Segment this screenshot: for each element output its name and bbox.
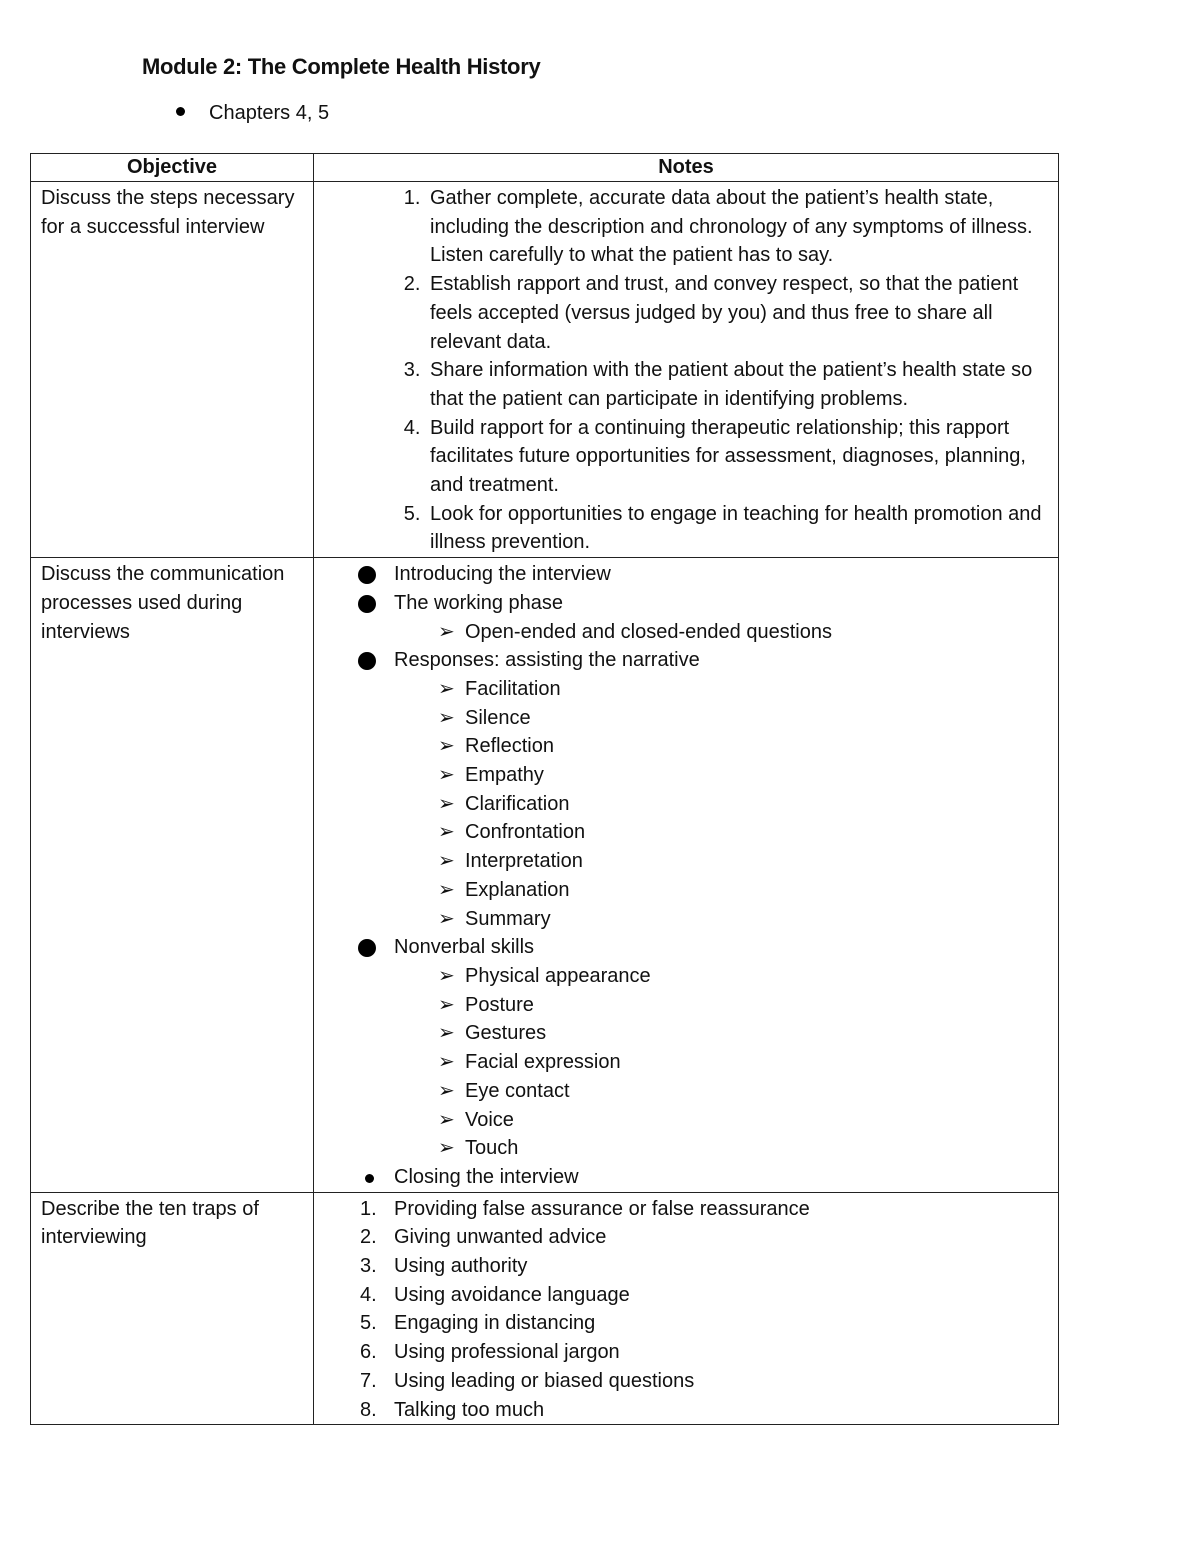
sub-item: ➢ Confrontation	[394, 818, 1050, 847]
notes-cell	[314, 558, 1059, 1192]
list-item: 2. Giving unwanted advice	[360, 1226, 607, 1249]
sub-item: ➢ Open-ended and closed-ended questions	[394, 618, 1050, 647]
communication-list	[314, 560, 1050, 1191]
list-item: 1. Providing false assurance or false reassurance	[360, 1197, 810, 1220]
sub-item: ➢ Facilitation	[394, 675, 1050, 704]
sub-item: ➢ Voice	[394, 1106, 1050, 1135]
arrow-icon: ➢	[438, 907, 455, 930]
table-row	[31, 182, 1059, 558]
arrow-icon: ➢	[438, 964, 455, 987]
sub-item: ➢ Facial expression	[394, 1048, 1050, 1077]
arrow-icon: ➢	[438, 1137, 455, 1160]
arrow-icon: ➢	[438, 706, 455, 729]
arrow-icon: ➢	[438, 878, 455, 901]
list-item: 3. Using authority	[360, 1255, 528, 1278]
item-label: Nonverbal skills	[394, 936, 535, 959]
chapters-line	[176, 102, 329, 125]
arrow-icon: ➢	[438, 1022, 455, 1045]
sub-item: ➢ Interpretation	[394, 847, 1050, 876]
steps-list	[314, 184, 1050, 557]
item-label: The working phase	[394, 591, 563, 614]
sub-item: ➢ Silence	[394, 704, 1050, 733]
objective-cell: Discuss the communication processes used during interviews	[31, 558, 314, 1192]
list-item: 5. Engaging in distancing	[360, 1312, 596, 1335]
arrow-icon: ➢	[438, 677, 455, 700]
list-item: 2. Establish rapport and trust, and convey respect, so that the patient feels accepted (versus judged by you) and thus free to share all relevant data.	[426, 270, 1050, 356]
list-item: 1. Gather complete, accurate data about the patient’s health state, including the description and chronology of any symptoms of illness. Listen carefully to what the patient has to say.	[426, 184, 1050, 270]
arrow-icon: ➢	[438, 764, 455, 787]
arrow-icon: ➢	[438, 1079, 455, 1102]
objectives-table	[30, 153, 1059, 1425]
sub-list	[394, 618, 1050, 647]
chapters-text: Chapters 4, 5	[209, 102, 330, 124]
list-item: 3. Share information with the patient about the patient’s health state so that the patient can participate in identifying problems.	[426, 356, 1050, 413]
sub-item: ➢ Gestures	[394, 1019, 1050, 1048]
arrow-icon: ➢	[438, 792, 455, 815]
item-label: Responses: assisting the narrative	[394, 649, 700, 672]
bullet-icon	[358, 939, 376, 957]
bullet-icon	[358, 652, 376, 670]
list-item	[314, 646, 1050, 933]
bullet-icon	[176, 107, 185, 116]
table-header-row	[31, 154, 1059, 182]
list-item	[314, 1163, 1050, 1192]
objective-header: Objective	[31, 154, 314, 182]
arrow-icon: ➢	[438, 1051, 455, 1074]
bullet-icon	[358, 566, 376, 584]
arrow-icon: ➢	[438, 735, 455, 758]
sub-item: ➢ Physical appearance	[394, 962, 1050, 991]
list-item	[314, 933, 1050, 1163]
sub-item: ➢ Explanation	[394, 876, 1050, 905]
list-item: 6. Using professional jargon	[360, 1341, 620, 1364]
objective-cell: Discuss the steps necessary for a successful interview	[31, 182, 314, 558]
notes-cell	[314, 182, 1059, 558]
list-item: 4. Using avoidance language	[360, 1283, 630, 1306]
bullet-icon	[358, 595, 376, 613]
sub-item: ➢ Eye contact	[394, 1077, 1050, 1106]
arrow-icon: ➢	[438, 850, 455, 873]
notes-header: Notes	[314, 154, 1059, 182]
sub-item: ➢ Posture	[394, 991, 1050, 1020]
arrow-icon: ➢	[438, 993, 455, 1016]
table-row	[31, 558, 1059, 1192]
list-item: 4. Build rapport for a continuing therapeutic relationship; this rapport facilitates future opportunities for assessment, diagnoses, planning, and treatment.	[426, 414, 1050, 500]
sub-item: ➢ Summary	[394, 905, 1050, 934]
arrow-icon: ➢	[438, 620, 455, 643]
traps-list	[314, 1195, 1050, 1425]
arrow-icon: ➢	[438, 821, 455, 844]
sub-item: ➢ Touch	[394, 1134, 1050, 1163]
list-item	[314, 589, 1050, 646]
objective-cell: Describe the ten traps of interviewing	[31, 1192, 314, 1425]
list-item: 7. Using leading or biased questions	[360, 1369, 695, 1392]
sub-list	[394, 675, 1050, 933]
list-item: 5. Look for opportunities to engage in teaching for health promotion and illness prevention.	[426, 500, 1050, 557]
sub-item: ➢ Reflection	[394, 732, 1050, 761]
list-item: 8. Talking too much	[360, 1398, 545, 1421]
notes-cell	[314, 1192, 1059, 1425]
list-item	[314, 560, 1050, 589]
item-label: Introducing the interview	[394, 563, 611, 586]
sub-item: ➢ Empathy	[394, 761, 1050, 790]
arrow-icon: ➢	[438, 1108, 455, 1131]
sub-item: ➢ Clarification	[394, 790, 1050, 819]
table-row	[31, 1192, 1059, 1425]
item-label: Closing the interview	[394, 1165, 579, 1188]
sub-list	[394, 962, 1050, 1163]
bullet-icon	[365, 1174, 374, 1183]
page-title: Module 2: The Complete Health History	[142, 54, 541, 79]
